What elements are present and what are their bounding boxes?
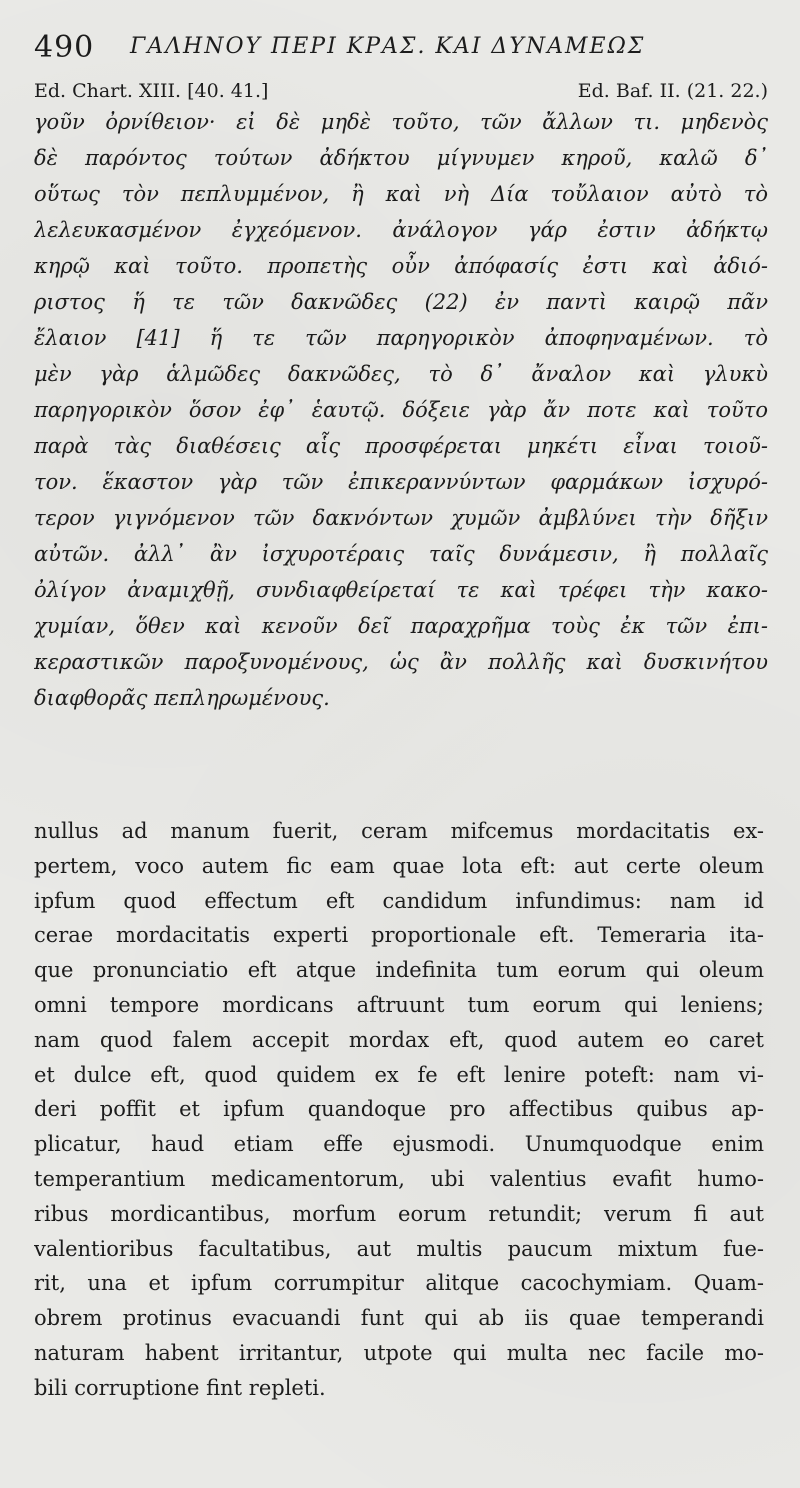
latin-line: bili corruptione fint repleti. [34, 1375, 326, 1400]
greek-line: οὕτως τὸν πεπλυμμένον, ἢ καὶ νὴ Δία τοὔλαιον αὐτὸ τὸ [34, 182, 768, 206]
show-through-texture [40, 700, 760, 800]
running-head [34, 30, 774, 70]
running-title: ΓΑΛΗΝΟΥ ΠΕΡΙ ΚΡΑΣ. ΚΑΙ ΔΥΝΑΜΕΩΣ [130, 34, 646, 59]
greek-line: χυμίαν, ὅθεν καὶ κενοῦν δεῖ παραχρῆμα τοὺς ἐκ τῶν ἐπι- [34, 614, 768, 638]
edition-chartier-ref: Ed. Chart. XIII. [40. 41.] [34, 80, 269, 102]
greek-line: ριστος ἥ τε τῶν δακνῶδες (22) ἐν παντὶ καιρῷ πᾶν [34, 290, 768, 314]
latin-line: valentioribus facultatibus, aut multis paucum mixtum fue- [34, 1236, 764, 1261]
greek-line: λελευκασμένον ἐγχεόμενον. ἀνάλογον γάρ ἐστιν ἀδήκτῳ [34, 218, 768, 242]
edition-basel-ref: Ed. Baf. II. (21. 22.) [577, 80, 768, 102]
greek-line: αὐτῶν. ἀλλ᾽ ἂν ἰσχυροτέραις ταῖς δυνάμεσιν, ἢ πολλαῖς [34, 542, 768, 566]
greek-line: παρηγορικὸν ὅσον ἐφ᾽ ἑαυτῷ. δόξειε γὰρ ἄν ποτε καὶ τοῦτο [34, 398, 768, 422]
page-number: 490 [34, 30, 95, 65]
greek-line: ὀλίγον ἀναμιχθῇ, συνδιαφθείρεταί τε καὶ τρέφει τὴν κακο- [34, 578, 768, 602]
latin-line: pertem, voco autem fic eam quae lota eft: aut certe oleum [34, 853, 764, 878]
greek-line: γοῦν ὀρνίθειον· εἰ δὲ μηδὲ τοῦτο, τῶν ἄλλων τι. μηδενὸς [34, 110, 768, 134]
latin-line: et dulce eft, quod quidem ex fe eft lenire poteft: nam vi- [34, 1062, 764, 1087]
greek-line: παρὰ τὰς διαθέσεις αἷς προσφέρεται μηκέτι εἶναι τοιοῦ- [34, 434, 768, 458]
greek-line: κηρῷ καὶ τοῦτο. προπετὴς οὖν ἀπόφασίς ἐστι καὶ ἀδιό- [34, 254, 768, 278]
latin-line: naturam habent irritantur, utpote qui multa nec facile mo- [34, 1340, 764, 1365]
latin-line: temperantium medicamentorum, ubi valentius evafit humo- [34, 1166, 764, 1191]
latin-line: obrem protinus evacuandi funt qui ab iis quae temperandi [34, 1306, 764, 1331]
latin-line: nam quod falem accepit mordax eft, quod autem eo caret [34, 1027, 764, 1052]
greek-line: διαφθορᾶς πεπληρωμένους. [34, 686, 330, 710]
latin-line: plicatur, haud etiam effe ejusmodi. Unumquodque enim [34, 1132, 764, 1157]
greek-line: μὲν γὰρ ἁλμῶδες δακνῶδες, τὸ δ᾽ ἄναλον καὶ γλυκὺ [34, 362, 768, 386]
greek-line: τον. ἕκαστον γὰρ τῶν ἐπικεραννύντων φαρμάκων ἰσχυρό- [34, 470, 768, 494]
latin-text-block [34, 814, 764, 1406]
greek-line: κεραστικῶν παροξυνομένους, ὡς ἂν πολλῆς καὶ δυσκινήτου [34, 650, 768, 674]
greek-text-block [34, 104, 768, 716]
latin-line: nullus ad manum fuerit, ceram mifcemus mordacitatis ex- [34, 819, 764, 843]
greek-line: τερον γιγνόμενον τῶν δακνόντων χυμῶν ἀμβλύνει τὴν δῆξιν [34, 506, 768, 530]
latin-line: rit, una et ipfum corrumpitur alitque cacochymiam. Quam- [34, 1271, 764, 1296]
latin-line: cerae mordacitatis experti proportionale eft. Temeraria ita- [34, 923, 764, 948]
latin-line: deri poffit et ipfum quandoque pro affectibus quibus ap- [34, 1097, 764, 1122]
latin-line: omni tempore mordicans aftruunt tum eorum qui leniens; [34, 992, 764, 1017]
greek-line: δὲ παρόντος τούτων ἀδήκτου μίγνυμεν κηροῦ, καλῶ δ᾽ [34, 146, 768, 170]
latin-line: ribus mordicantibus, morfum eorum retundit; verum fi aut [34, 1201, 764, 1226]
latin-line: ipfum quod effectum eft candidum infundimus: nam id [34, 888, 764, 913]
greek-line: ἔλαιον [41] ἥ τε τῶν παρηγορικὸν ἀποφηναμένων. τὸ [34, 326, 768, 350]
latin-line: que pronunciatio eft atque indefinita tum eorum qui oleum [34, 958, 764, 983]
